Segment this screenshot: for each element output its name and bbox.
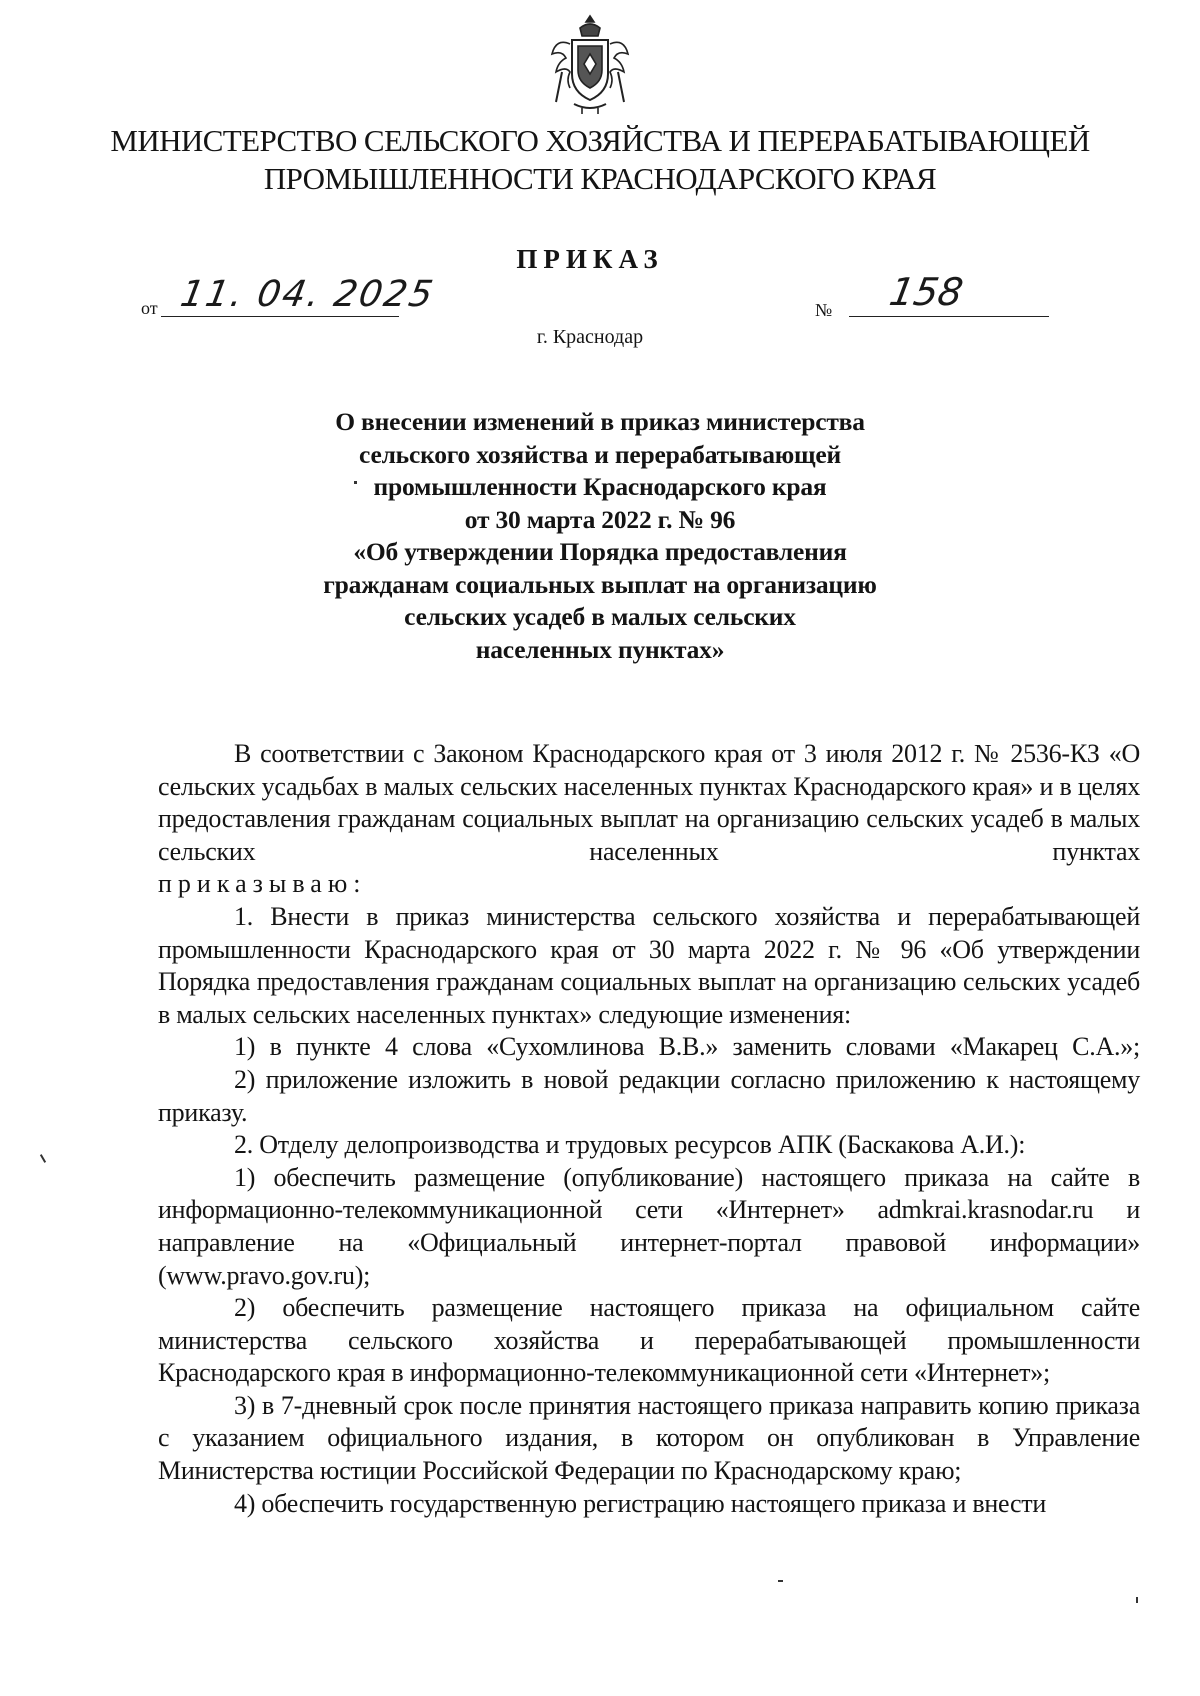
- title-line: от 30 марта 2022 г. № 96: [464, 504, 736, 534]
- paragraph: 2. Отделу делопроизводства и трудовых ресурсов АПК (Баскакова А.И.):: [234, 1130, 1026, 1160]
- date-underline: [161, 316, 399, 317]
- handwritten-date: 11. 04. 2025: [177, 274, 438, 315]
- order-body: [158, 738, 1140, 1520]
- title-line: сельского хозяйства и перерабатывающей: [359, 439, 841, 469]
- city-name: г. Краснодар: [536, 326, 644, 348]
- scan-speck: [778, 1580, 783, 1582]
- paragraph: 4) обеспечить государственную регистрацию настоящего приказа и внести: [234, 1488, 1047, 1518]
- order-number: [815, 270, 1055, 322]
- title-line: промышленности Краснодарского края: [373, 472, 827, 501]
- handwritten-number: 158: [886, 270, 967, 314]
- ministry-line: МИНИСТЕРСТВО СЕЛЬСКОГО ХОЗЯЙСТВА И ПЕРЕРАБАТЫВАЮЩЕЙ: [110, 123, 1090, 158]
- scan-speck: [1136, 1597, 1138, 1603]
- ministry-line: ПРОМЫШЛЕННОСТИ КРАСНОДАРСКОГО КРАЯ: [263, 161, 937, 196]
- title-line: О внесении изменений в приказ министерства: [335, 407, 865, 436]
- order-word-text: приказываю:: [158, 869, 367, 899]
- title-line: «Об утверждении Порядка предоставления: [353, 537, 847, 566]
- title-line: населенных пунктах»: [475, 634, 725, 664]
- order-date: [141, 274, 441, 322]
- title-line: сельских усадеб в малых сельских: [404, 602, 796, 631]
- order-word: [158, 868, 1140, 901]
- paragraph: 1) обеспечить размещение (опубликование) настоящего приказа на сайте в информационно-телекоммуникационной сети «Интернет» admkrai.krasnodar.ru и направление на «Официальный интернет-портал правовой информации» (www.pravo.gov.ru);: [158, 1162, 1140, 1290]
- number-underline: [849, 316, 1049, 317]
- date-prefix: от: [141, 298, 158, 318]
- paragraph: 2) приложение изложить в новой редакции согласно приложению к настоящему приказу.: [158, 1064, 1140, 1127]
- order-title: [240, 406, 960, 666]
- scan-speck: [40, 1154, 46, 1163]
- paragraph: 1. Внести в приказ министерства сельского хозяйства и перерабатывающей промышленности Краснодарского края от 30 марта 2022 г. № 96 «Об утверждении Порядка предоставления гражданам социальных выплат на организацию сельских усадеб в малых сельских населенных пунктах» следующие изменения:: [158, 901, 1140, 1029]
- document-type: ПРИКАЗ: [516, 244, 664, 274]
- preamble: В соответствии с Законом Краснодарского края от 3 июля 2012 г. № 2536-КЗ «О сельских усадьбах в малых сельских населенных пунктах Краснодарского края» и в целях предоставления гражданам социальных выплат на организацию сельских усадеб в малых сельских населенных пунктах: [158, 739, 1140, 866]
- title-line: гражданам социальных выплат на организацию: [323, 569, 877, 599]
- paragraph: 3) в 7-дневный срок после принятия настоящего приказа направить копию приказа с указанием официального издания, в котором он опубликован в Управление Министерства юстиции Российской Федерации по Краснодарскому краю;: [158, 1390, 1140, 1486]
- ministry-name: [100, 122, 1100, 198]
- paragraph: 1) в пункте 4 слова «Сухомлинова В.В.» заменить словами «Макарец С.А.»;: [234, 1032, 1140, 1062]
- coat-of-arms-emblem: [548, 14, 632, 116]
- scan-speck: [354, 481, 357, 484]
- number-prefix: №: [815, 300, 833, 320]
- paragraph: 2) обеспечить размещение настоящего приказа на официальном сайте министерства сельского хозяйства и перерабатывающей промышленности Краснодарского края в информационно-телекоммуникационной сети «Интернет»;: [158, 1293, 1140, 1388]
